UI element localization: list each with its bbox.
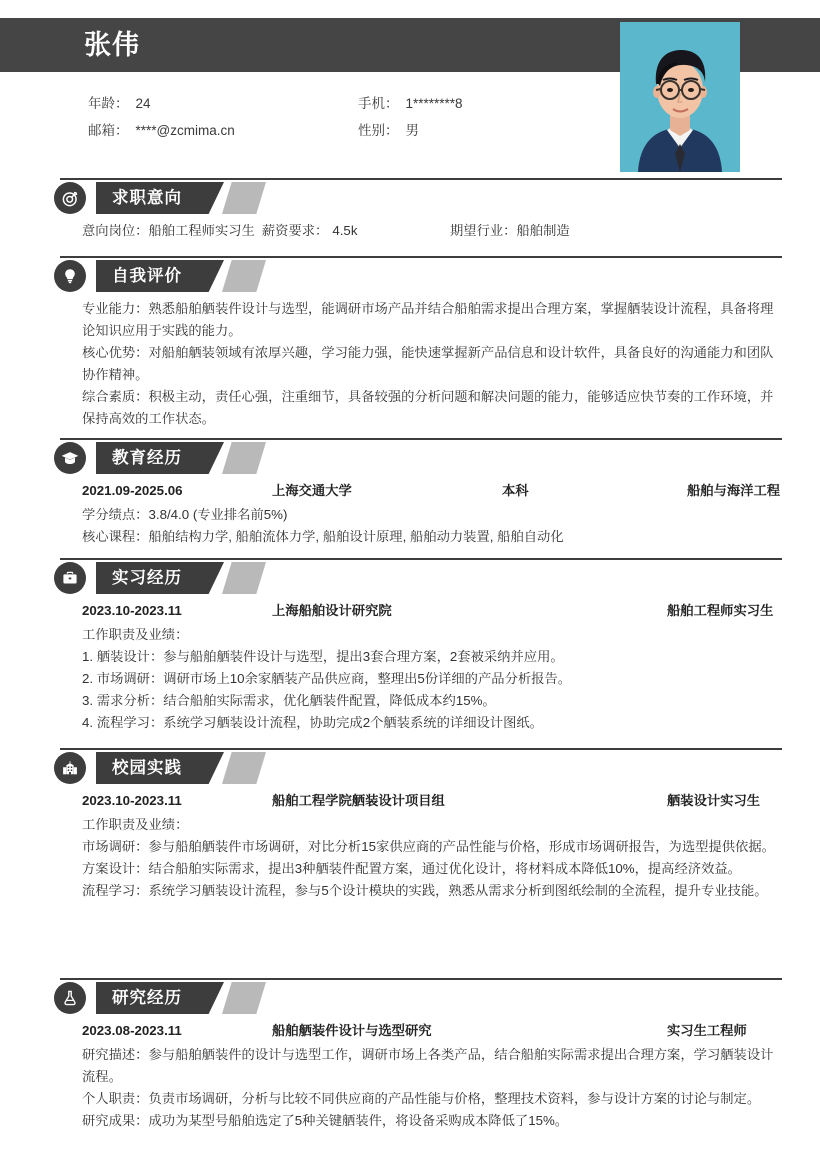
job-intent-primary xyxy=(82,220,450,242)
avatar xyxy=(620,22,740,172)
candidate-name: 张伟 xyxy=(84,30,140,60)
internship-date: 2023.10-2023.11 xyxy=(82,603,182,618)
section-chevron xyxy=(222,260,266,292)
info-gender-label: 性别： xyxy=(358,122,399,138)
section-header xyxy=(0,180,820,214)
internship-line: 工作职责及业绩： xyxy=(82,627,189,642)
research-date: 2023.08-2023.11 xyxy=(82,1023,182,1038)
section-title: 校园实践 xyxy=(112,759,182,777)
section-body xyxy=(82,1020,782,1132)
education-date: 2021.09-2025.06 xyxy=(82,483,183,498)
campus-line: 工作职责及业绩： xyxy=(82,817,189,832)
graduation-cap-icon xyxy=(54,442,86,474)
job-intent-row xyxy=(82,220,782,242)
campus-line: 流程学习：系统学习舾装设计流程，参与5个设计模块的实践，熟悉从需求分析到图纸绘制的全流程，提升专业技能。 xyxy=(82,883,768,898)
section-chevron xyxy=(222,752,266,784)
info-gender-value: 男 xyxy=(405,122,419,138)
campus-date: 2023.10-2023.11 xyxy=(82,793,182,808)
info-phone xyxy=(358,92,608,112)
section-chevron xyxy=(222,442,266,474)
campus-org: 船舶工程学院舾装设计项目组 xyxy=(272,793,445,808)
section-title: 自我评价 xyxy=(112,267,182,285)
education-gpa: 学分绩点：3.8/4.0 (专业排名前5%) xyxy=(82,507,288,522)
education-school: 上海交通大学 xyxy=(272,483,352,498)
section-header xyxy=(0,750,820,784)
info-gender xyxy=(358,119,608,139)
salary-label: 薪资要求： xyxy=(261,223,329,238)
section-chevron xyxy=(222,182,266,214)
research-line: 个人职责：负责市场调研，分析与比较不同供应商的产品性能与价格，整理技术资料，参与设计方案的讨论与制定。 xyxy=(82,1091,761,1106)
internship-entry xyxy=(82,600,782,622)
portrait-photo xyxy=(620,22,740,172)
position-label: 意向岗位： xyxy=(82,223,149,238)
info-age-value: 24 xyxy=(135,95,151,111)
education-courses: 核心课程：船舶结构力学, 船舶流体力学, 船舶设计原理, 船舶动力装置, 船舶自动化 xyxy=(82,529,564,544)
campus-entry xyxy=(82,790,782,812)
section-title: 求职意向 xyxy=(112,189,182,207)
internship-line: 1. 舾装设计：参与船舶舾装件设计与选型，提出3套合理方案，2套被采纳并应用。 xyxy=(82,649,564,664)
section-chevron xyxy=(222,562,266,594)
section-header xyxy=(0,440,820,474)
job-intent-industry xyxy=(450,220,782,242)
section-title: 实习经历 xyxy=(112,569,182,587)
section-header xyxy=(0,258,820,292)
self-eval-line: 核心优势：对船舶舾装领域有浓厚兴趣，学习能力强，能快速掌握新产品信息和设计软件，具备良好的沟通能力和团队协作精神。 xyxy=(82,345,774,382)
section-body xyxy=(82,220,782,242)
section-title: 研究经历 xyxy=(112,989,182,1007)
industry-value: 船舶制造 xyxy=(516,223,570,238)
info-age xyxy=(88,92,358,112)
section-body xyxy=(82,298,782,430)
section-body xyxy=(82,480,782,548)
internship-line: 4. 流程学习：系统学习舾装设计流程，协助完成2个舾装系统的详细设计图纸。 xyxy=(82,715,543,730)
info-phone-label: 手机： xyxy=(358,95,399,111)
research-topic: 船舶舾装件设计与选型研究 xyxy=(272,1023,432,1038)
info-email xyxy=(88,119,358,139)
self-eval-line: 专业能力：熟悉船舶舾装件设计与选型，能调研市场产品并结合船舶需求提出合理方案，掌握舾装设计流程，具备将理论知识应用于实践的能力。 xyxy=(82,301,774,338)
section-chevron xyxy=(222,982,266,1014)
campus-role: 舾装设计实习生 xyxy=(667,793,761,808)
briefcase-icon xyxy=(54,562,86,594)
campus-line: 方案设计：结合船舶实际需求，提出3种舾装件配置方案，通过优化设计，将材料成本降低10%，提高经济效益。 xyxy=(82,861,741,876)
salary-value: 4.5k xyxy=(332,223,358,238)
internship-line: 2. 市场调研：调研市场上10余家舾装产品供应商，整理出5份详细的产品分析报告。 xyxy=(82,671,572,686)
section-header xyxy=(0,560,820,594)
education-degree: 本科 xyxy=(502,483,529,498)
contact-row xyxy=(88,115,608,142)
contact-row xyxy=(88,88,608,115)
research-line: 研究成果：成功为某型号船舶选定了5种关键舾装件，将设备采购成本降低了15%。 xyxy=(82,1113,569,1128)
research-entry xyxy=(82,1020,782,1042)
internship-line: 3. 需求分析：结合船舶实际需求，优化舾装件配置，降低成本约15%。 xyxy=(82,693,496,708)
section-header xyxy=(0,980,820,1014)
education-major: 船舶与海洋工程 xyxy=(687,483,781,498)
campus-line: 市场调研：参与船舶舾装件市场调研，对比分析15家供应商的产品性能与价格，形成市场调研报告，为选型提供依据。 xyxy=(82,839,775,854)
lightbulb-icon xyxy=(54,260,86,292)
flask-icon xyxy=(54,982,86,1014)
section-body xyxy=(82,790,782,902)
section-body xyxy=(82,600,782,734)
info-age-label: 年龄： xyxy=(88,95,129,111)
research-line: 研究描述：参与船舶舾装件的设计与选型工作，调研市场上各类产品，结合船舶实际需求提出合理方案，学习舾装设计流程。 xyxy=(82,1047,774,1084)
internship-role: 船舶工程师实习生 xyxy=(667,603,774,618)
internship-org: 上海船舶设计研究院 xyxy=(272,603,392,618)
target-icon xyxy=(54,182,86,214)
contact-info-grid xyxy=(88,88,608,142)
self-eval-line: 综合素质：积极主动，责任心强，注重细节，具备较强的分析问题和解决问题的能力，能够适应快节奏的工作环境，并保持高效的工作状态。 xyxy=(82,389,774,426)
info-email-value: ****@zcmima.cn xyxy=(135,122,235,138)
research-role: 实习生工程师 xyxy=(667,1023,747,1038)
school-building-icon xyxy=(54,752,86,784)
info-email-label: 邮箱： xyxy=(88,122,129,138)
education-entry xyxy=(82,480,782,502)
info-phone-value: 1********8 xyxy=(405,95,463,111)
section-title: 教育经历 xyxy=(112,449,182,467)
position-value: 船舶工程师实习生 xyxy=(148,223,255,238)
industry-label: 期望行业： xyxy=(450,223,517,238)
